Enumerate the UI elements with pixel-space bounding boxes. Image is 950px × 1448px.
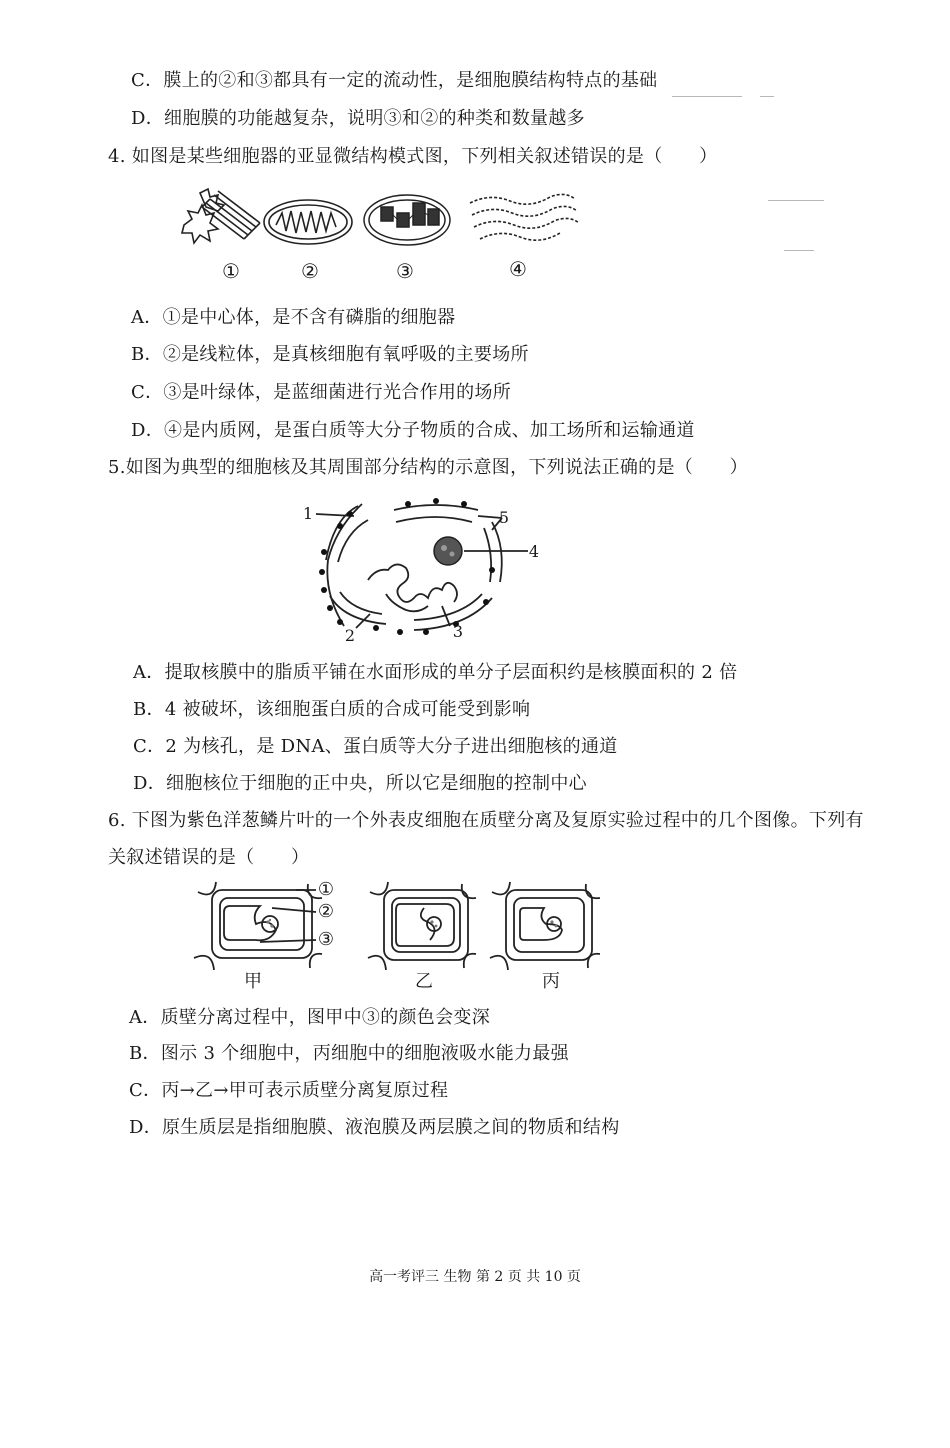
q6-option-c: C．丙→乙→甲可表示质壁分离复原过程 <box>129 1080 449 1101</box>
page-footer: 高一考评三 生物 第 2 页 共 10 页 <box>369 1269 581 1285</box>
q6-option-a: A．质壁分离过程中，图甲中③的颜色会变深 <box>129 1007 490 1028</box>
scan-artifact <box>768 200 824 201</box>
q4-option-a: A．①是中心体，是不含有磷脂的细胞器 <box>131 307 456 328</box>
q4-option-b: B．②是线粒体，是真核细胞有氧呼吸的主要场所 <box>131 344 529 365</box>
q4-option-c: C．③是叶绿体，是蓝细菌进行光合作用的场所 <box>131 382 512 403</box>
q3-option-c: C．膜上的②和③都具有一定的流动性，是细胞膜结构特点的基础 <box>131 70 658 91</box>
q5-option-d: D．细胞核位于细胞的正中央，所以它是细胞的控制中心 <box>133 773 587 794</box>
q6-option-d: D．原生质层是指细胞膜、液泡膜及两层膜之间的物质和结构 <box>129 1117 620 1138</box>
q6-stem-line-1: 6. 下图为紫色洋葱鳞片叶的一个外表皮细胞在质壁分离及复原实验过程中的几个图像。下列有 <box>108 810 864 831</box>
q6-figure-name-yi: 乙 <box>415 971 433 992</box>
q4-figure-label-2: ② <box>301 259 319 283</box>
q5-figure-label-3: 3 <box>452 622 464 641</box>
q5-option-c: C．2 为核孔，是 DNA、蛋白质等大分子进出细胞核的通道 <box>133 736 618 757</box>
q6-stem-line-2: 关叙述错误的是（ ） <box>108 847 310 868</box>
q4-option-d: D．④是内质网，是蛋白质等大分子物质的合成、加工场所和运输通道 <box>131 420 695 441</box>
scan-artifact <box>672 96 742 97</box>
scan-artifact <box>784 250 814 251</box>
q5-stem: 5.如图为典型的细胞核及其周围部分结构的示意图，下列说法正确的是（ ） <box>108 457 748 478</box>
q5-figure-label-2: 2 <box>344 626 356 645</box>
endoplasmic-reticulum-drawing <box>470 194 579 240</box>
q4-stem: 4. 如图是某些细胞器的亚显微结构模式图，下列相关叙述错误的是（ ） <box>108 146 718 167</box>
q6-marker-3: ③ <box>317 929 335 950</box>
q4-figure-label-1: ① <box>222 259 240 283</box>
q5-option-b: B．4 被破坏，该细胞蛋白质的合成可能受到影响 <box>133 699 531 720</box>
q5-figure-label-4: 4 <box>528 542 540 561</box>
nucleus-figure <box>296 498 556 646</box>
scan-artifact <box>760 96 774 97</box>
q3-option-d: D．细胞膜的功能越复杂，说明③和②的种类和数量越多 <box>131 108 585 129</box>
q5-figure-label-5: 5 <box>498 508 510 527</box>
q6-marker-1: ① <box>317 879 335 900</box>
q5-figure-label-1: 1 <box>302 504 314 523</box>
q4-figure-label-3: ③ <box>396 259 414 283</box>
plasmolysis-figure <box>190 878 610 970</box>
q6-option-b: B．图示 3 个细胞中，丙细胞中的细胞液吸水能力最强 <box>129 1043 569 1064</box>
organelle-figure <box>170 185 590 255</box>
q6-figure-name-bing: 丙 <box>542 971 560 992</box>
q6-figure-name-jia: 甲 <box>244 971 262 992</box>
q6-marker-2: ② <box>317 901 335 922</box>
centrosome-drawing <box>182 189 260 243</box>
q4-figure-label-4: ④ <box>509 257 527 281</box>
mitochondrion-drawing <box>264 200 352 244</box>
q5-option-a: A．提取核膜中的脂质平铺在水面形成的单分子层面积约是核膜面积的 2 倍 <box>133 662 738 683</box>
chloroplast-drawing <box>364 195 450 245</box>
